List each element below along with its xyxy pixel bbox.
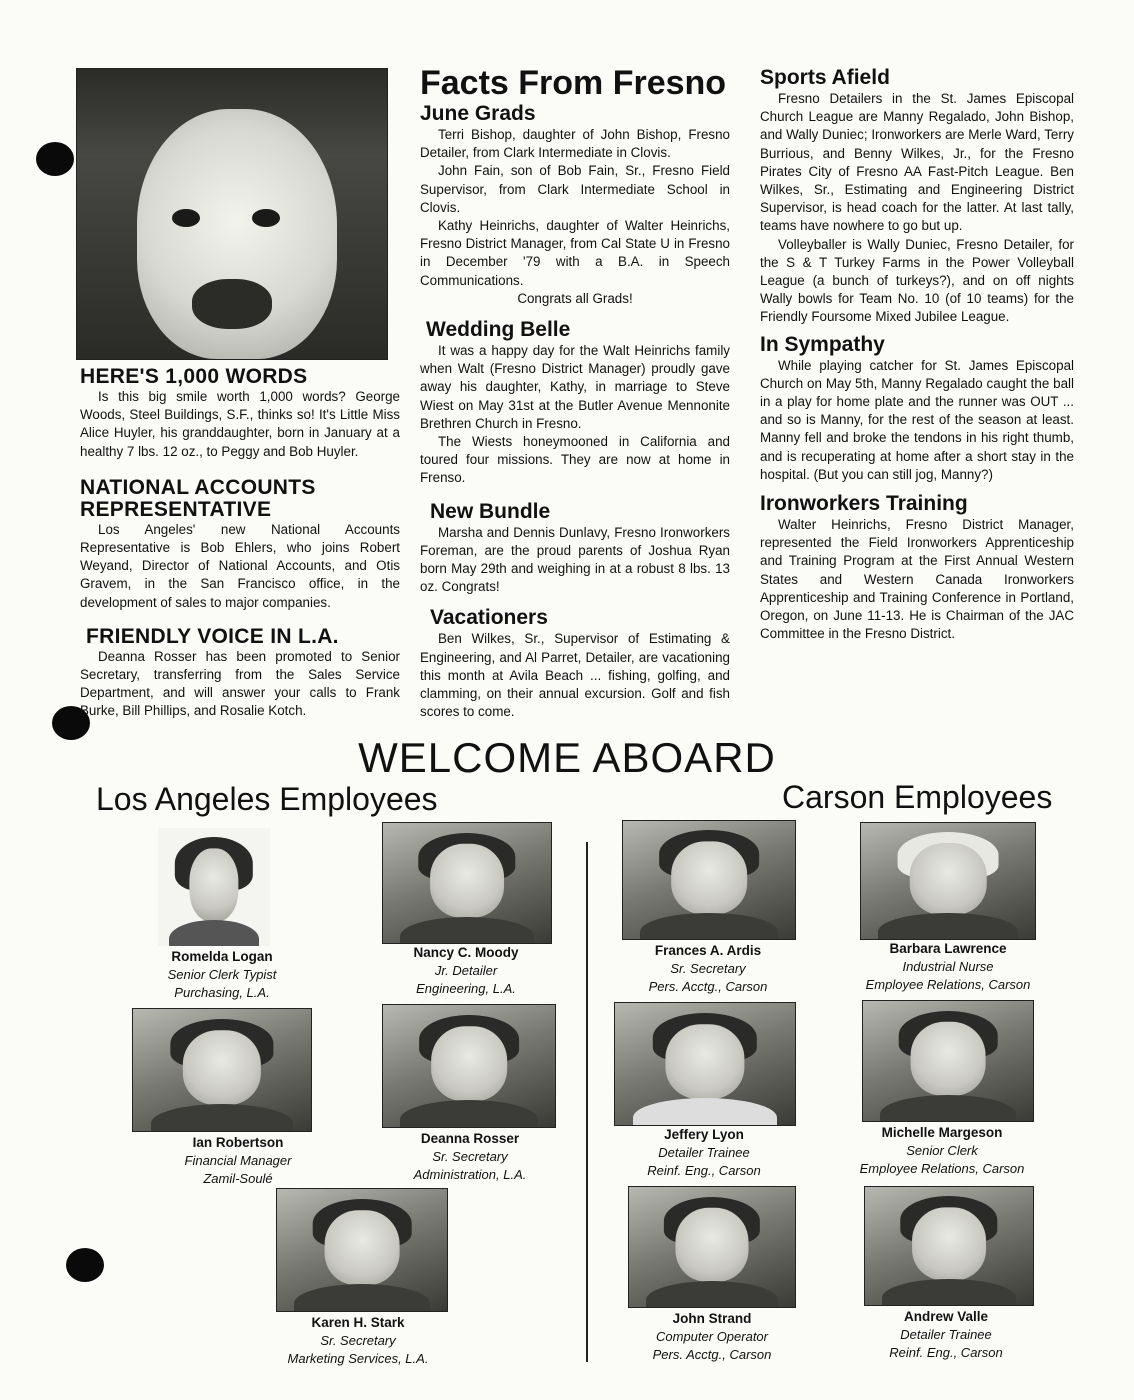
- fresno-title: Facts From Fresno: [420, 64, 727, 102]
- training-heading: Ironworkers Training: [760, 492, 968, 516]
- words-text: Is this big smile worth 1,000 words? George Woods, Steel Buildings, S.F., thinks so! It's Little Miss Alice Huyler, his granddaughter, born in January at a healthy 7 lbs. 12 oz., to Peggy and Bob Huyler.: [80, 389, 400, 459]
- photo-john-strand: [628, 1186, 796, 1308]
- caption-jeffery-lyon: [604, 1126, 804, 1180]
- photo-michelle-margeson: [862, 1000, 1034, 1122]
- person-name: Barbara Lawrence: [889, 941, 1007, 956]
- sympathy-text: While playing catcher for St. James Episcopal Church on May 5th, Manny Regalado caught the ball in a play for home plate and the runner was OUT ... and so is Manny, for the rest of the season at least. Manny fell and broke the tendons in his right thumb, and is recuperating at home after a short stay in the hospital. (But you can still jog, Manny?): [760, 357, 1074, 482]
- wedding-p1: It was a happy day for the Walt Heinrichs family when Walt (Fresno District Manager) proudly gave away his daughter, Kathy, in marriage to Steve Wiest on May 31st at the Butler Avenue Mennonite Brethren Church in Fresno.: [420, 343, 730, 431]
- column-right: [760, 66, 1074, 643]
- caption-michelle-margeson: [832, 1124, 1052, 1178]
- la-employees-heading: Los Angeles Employees: [96, 781, 438, 817]
- person-dept: Reinf. Eng., Carson: [647, 1163, 761, 1178]
- photo-barbara-lawrence: [860, 822, 1036, 940]
- person-name: Jeffery Lyon: [664, 1127, 744, 1142]
- caption-andrew-valle: [846, 1308, 1046, 1362]
- caption-barbara-lawrence: [838, 940, 1058, 994]
- person-name: Frances A. Ardis: [654, 943, 762, 958]
- person-dept: Pers. Acctg., Carson: [648, 979, 768, 994]
- baby-photo: [76, 68, 388, 360]
- column-middle: [420, 64, 730, 721]
- person-title: Sr. Secretary: [432, 1149, 508, 1164]
- photo-romelda-logan: [158, 828, 270, 946]
- nat-text: Los Angeles' new National Accounts Representative is Bob Ehlers, who joins Robert Weyand, Director of National Accounts, and Otis Gravem, in the San Francisco office, in the development of sales to major companies.: [80, 521, 400, 610]
- nat-heading: [80, 477, 400, 521]
- person-title: Sr. Secretary: [320, 1333, 396, 1348]
- person-title: Computer Operator: [656, 1329, 768, 1344]
- photo-nancy-moody: [382, 822, 552, 944]
- person-title: Sr. Secretary: [670, 961, 746, 976]
- person-dept: Reinf. Eng., Carson: [889, 1345, 1003, 1360]
- training-text: Walter Heinrichs, Fresno District Manager, represented the Field Ironworkers Apprenticeship and Training Program at the First Annual Western States and Western Canada Ironworkers Apprenticeship and Training Conference in Portland, Oregon, on June 11-13. He is Chairman of the JAC Committee in the Fresno District.: [760, 517, 1074, 642]
- wedding-p2: The Wiests honeymooned in California and toured four missions. They are now at home in Frenso.: [420, 434, 730, 486]
- sports-heading: Sports Afield: [760, 66, 890, 89]
- caption-ian-robertson: [138, 1134, 338, 1188]
- column-left: [80, 366, 400, 721]
- nat-heading-line2: REPRESENTATIVE: [80, 497, 272, 521]
- grads-congrats: Congrats all Grads!: [517, 290, 633, 306]
- caption-nancy-moody: [366, 944, 566, 998]
- caption-frances-ardis: [608, 942, 808, 996]
- welcome-title: WELCOME ABOARD: [358, 734, 776, 781]
- person-dept: Employee Relations, Carson: [865, 977, 1031, 992]
- person-name: John Strand: [672, 1311, 752, 1326]
- person-name: Ian Robertson: [192, 1135, 284, 1150]
- caption-deanna-rosser: [370, 1130, 570, 1184]
- person-dept: Purchasing, L.A.: [174, 985, 270, 1000]
- binder-hole: [36, 142, 74, 176]
- grads-p1: Terri Bishop, daughter of John Bishop, Fresno Detailer, from Clark Intermediate in Clovis.: [420, 127, 730, 161]
- photo-andrew-valle: [864, 1186, 1034, 1306]
- person-title: Senior Clerk: [906, 1143, 978, 1158]
- bundle-text: Marsha and Dennis Dunlavy, Fresno Ironworkers Foreman, are the proud parents of Joshua Ryan born May 29th and weighing in at a robust 8 lbs. 13 oz. Congrats!: [420, 524, 730, 595]
- voice-text: Deanna Rosser has been promoted to Senior Secretary, transferring from the Sales Service Department, and will answer your calls to Frank Burke, Bill Phillips, and Rosalie Kotch.: [80, 648, 400, 719]
- person-dept: Administration, L.A.: [413, 1167, 527, 1182]
- grads-heading: June Grads: [420, 102, 536, 125]
- person-dept: Zamil-Soulé: [203, 1171, 273, 1186]
- wedding-heading: Wedding Belle: [426, 318, 571, 342]
- photo-jeffery-lyon: [614, 1002, 796, 1126]
- vacation-heading: Vacationers: [430, 606, 548, 630]
- photo-karen-stark: [276, 1188, 448, 1312]
- person-title: Jr. Detailer: [434, 963, 498, 978]
- person-name: Nancy C. Moody: [413, 945, 519, 960]
- person-dept: Engineering, L.A.: [416, 981, 516, 996]
- person-title: Financial Manager: [184, 1153, 292, 1168]
- binder-hole: [66, 1248, 104, 1282]
- photo-ian-robertson: [132, 1008, 312, 1132]
- photo-frances-ardis: [622, 820, 796, 940]
- caption-romelda-logan: [122, 948, 322, 1002]
- person-name: Andrew Valle: [903, 1309, 989, 1324]
- bundle-heading: New Bundle: [430, 499, 551, 523]
- column-divider: [586, 842, 588, 1362]
- person-dept: Pers. Acctg., Carson: [652, 1347, 772, 1362]
- person-name: Deanna Rosser: [420, 1131, 520, 1146]
- sports-p1: Fresno Detailers in the St. James Episcopal Church League are Manny Regalado, John Bishop, and Wally Duniec; Ironworkers are Merle Ward, Terry Burrious, and Benny Wilkes, Jr., for the Fresno Pirates City of Fresno AA Fast-Pitch League. Ben Wilkes, Sr., Estimating and Engineering District Supervisor, is head coach for the latter. At last tally, teams have nowhere to go but up.: [760, 91, 1074, 234]
- person-dept: Employee Relations, Carson: [859, 1161, 1025, 1176]
- grads-p3: Kathy Heinrichs, daughter of Walter Heinrichs, Fresno District Manager, from Cal State U in Fresno in December '79 with a B.A. in Speech Communications.: [420, 218, 730, 288]
- grads-p2: John Fain, son of Bob Fain, Sr., Fresno Field Supervisor, from Clark Intermediate School in Clovis.: [420, 163, 730, 215]
- words-heading: HERE'S 1,000 WORDS: [80, 365, 308, 388]
- voice-heading: FRIENDLY VOICE IN L.A.: [86, 624, 339, 648]
- carson-employees-heading: Carson Employees: [782, 779, 1053, 815]
- caption-john-strand: [612, 1310, 812, 1364]
- person-title: Detailer Trainee: [900, 1327, 992, 1342]
- photo-deanna-rosser: [382, 1004, 556, 1128]
- sports-p2: Volleyballer is Wally Duniec, Fresno Detailer, for the S & T Turkey Farms in the Power Volleyball League (a bunch of turkeys?), and on off nights Wally bowls for Team No. 10 (of 10 teams) for the Friendly Foursome Mixed Jubilee League.: [760, 236, 1074, 325]
- person-title: Senior Clerk Typist: [167, 967, 277, 982]
- person-name: Romelda Logan: [171, 949, 273, 964]
- person-title: Industrial Nurse: [902, 959, 994, 974]
- person-name: Karen H. Stark: [311, 1315, 405, 1330]
- caption-karen-stark: [258, 1314, 458, 1368]
- person-dept: Marketing Services, L.A.: [287, 1351, 429, 1366]
- sympathy-heading: In Sympathy: [760, 332, 885, 356]
- person-title: Detailer Trainee: [658, 1145, 750, 1160]
- person-name: Michelle Margeson: [881, 1125, 1003, 1140]
- vacation-text: Ben Wilkes, Sr., Supervisor of Estimating & Engineering, and Al Parret, Detailer, are vacationing this month at Avila Beach ... fishing, golfing, and clamming, on their annual excursion. Golf and fish scores to come.: [420, 631, 730, 720]
- nat-heading-line1: NATIONAL ACCOUNTS: [80, 475, 316, 499]
